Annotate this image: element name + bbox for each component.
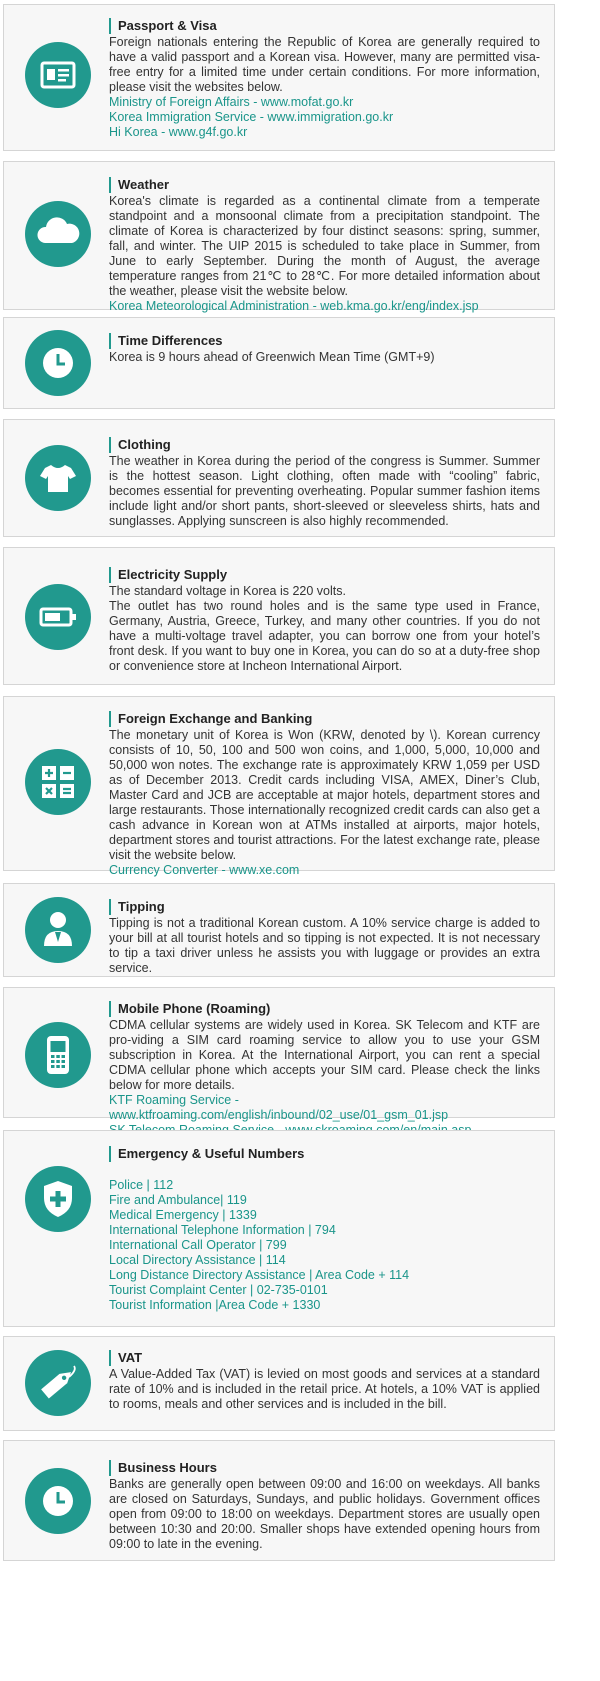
- section-title: Weather: [109, 177, 540, 193]
- section-passport-visa: [3, 4, 555, 151]
- tshirt-icon: [25, 445, 91, 511]
- section-text: Korea is 9 hours ahead of Greenwich Mean Time (GMT+9): [109, 350, 435, 364]
- passport-icon: [25, 42, 91, 108]
- phone-fire-ambulance[interactable]: Fire and Ambulance| 119: [109, 1193, 247, 1207]
- medical-cross-icon: [25, 1166, 91, 1232]
- section-electricity: [3, 547, 555, 685]
- section-text: Foreign nationals entering the Republic of Korea are generally required to have a valid passport and a Korean visa. However, many are permitted visa-free entry for a limited time under certain conditions. For more information, please visit the websites below.: [109, 35, 540, 94]
- waiter-icon: [25, 897, 91, 963]
- section-title: Mobile Phone (Roaming): [109, 1001, 540, 1017]
- phone-police[interactable]: Police | 112: [109, 1178, 174, 1192]
- clock-icon: [25, 330, 91, 396]
- section-title: Electricity Supply: [109, 567, 540, 583]
- section-mobile-phone: [3, 987, 555, 1122]
- section-title: Time Differences: [109, 333, 540, 349]
- section-title: Tipping: [109, 899, 540, 915]
- section-text: The monetary unit of Korea is Won (KRW, denoted by \). Korean currency consists of 10, 50, 100 and 500 won coins, and 1,000, 5,000, 10,000 and 50,000 won notes. The exchange rate is approximately KRW 1,059 per USD as of December 2013. Credit cards including VISA, AMEX, Diner’s Club, Master Card and JCB are acceptable at major hotels, department stores and large restaurants. Those internationally recognized credit cards can also get a cash advance in Korean won at ATMs installed at airports, major hotels, department stores and tourist attractions. For the latest exchange rate, please visit the website below.: [109, 728, 540, 862]
- section-title: VAT: [109, 1350, 540, 1366]
- link-xe[interactable]: Currency Converter - www.xe.com: [109, 863, 300, 877]
- phone-intl-telephone-info[interactable]: International Telephone Information | 794: [109, 1223, 336, 1237]
- cloud-icon: [25, 201, 91, 267]
- clock-icon: [25, 1468, 91, 1534]
- section-title: Foreign Exchange and Banking: [109, 711, 540, 727]
- phone-tourist-information[interactable]: Tourist Information |Area Code + 1330: [109, 1298, 321, 1312]
- calculator-icon: [25, 749, 91, 815]
- section-text: Tipping is not a traditional Korean custom. A 10% service charge is added to your bill at all tourist hotels and so tipping is not expected. It is not necessary to tip a taxi driver unless he assists you with luggage or provides an extra service.: [109, 916, 540, 975]
- section-text: A Value-Added Tax (VAT) is levied on most goods and services at a standard rate of 10% and is included in the retail price. At hotels, a 10% VAT is applied to rooms, meals and other services and is included in the bill.: [109, 1367, 540, 1411]
- phone-local-directory[interactable]: Local Directory Assistance | 114: [109, 1253, 286, 1267]
- section-foreign-exchange: [3, 696, 555, 877]
- section-tipping: [3, 883, 555, 977]
- link-kma[interactable]: Korea Meteorological Administration - web.kma.go.kr/eng/index.jsp: [109, 299, 479, 313]
- section-text: Korea's climate is regarded as a continental climate from a temperate standpoint and a monsoonal climate from a precipitation standpoint. The climate of Korea is characterized by four distinct seasons: spring, summer, fall, and winter. The UIP 2015 is scheduled to take place in Summer, from June to early September. During the month of August, the average temperature ranges from 21℃ to 28℃. For more detailed information about the weather, please visit the website below.: [109, 194, 540, 298]
- section-title: Business Hours: [109, 1460, 540, 1476]
- price-tag-icon: [25, 1350, 91, 1416]
- section-title: Clothing: [109, 437, 540, 453]
- section-text: CDMA cellular systems are widely used in Korea. SK Telecom and KTF are pro-viding a SIM card roaming service to allow you to use your GSM subscription in Korea. At the International Airport, you can rent a special CDMA cellular phone which accepts your SIM card. Please check the links below for more details.: [109, 1018, 540, 1092]
- phone-intl-call-operator[interactable]: International Call Operator | 799: [109, 1238, 287, 1252]
- section-text: The standard voltage in Korea is 220 volts.: [109, 584, 346, 598]
- phone-medical-emergency[interactable]: Medical Emergency | 1339: [109, 1208, 257, 1222]
- link-mofa[interactable]: Ministry of Foreign Affairs - www.mofat.go.kr: [109, 95, 354, 109]
- section-text: Banks are generally open between 09:00 and 16:00 on weekdays. All banks are closed on Saturdays, Sundays, and public holidays. Government offices open from 09:00 to 18:00 on weekdays. Department stores are usually open between 10:30 and 20:00. Smaller shops have extended opening hours from 09:00 to late in the evening.: [109, 1477, 540, 1551]
- link-immigration[interactable]: Korea Immigration Service - www.immigration.go.kr: [109, 110, 394, 124]
- link-hikorea[interactable]: Hi Korea - www.g4f.go.kr: [109, 125, 248, 139]
- section-text: The weather in Korea during the period of the congress is Summer. Summer is the hottest season. Light clothing, often made with “cooling” fabric, becomes essential for preventing overheating. Popular summer fashion items include light and/or short pants, short-sleeved or sleeveless shirts, hats and sunglasses. Applying sunscreen is also highly recommended.: [109, 454, 540, 528]
- section-emergency: [3, 1130, 555, 1327]
- section-text: The outlet has two round holes and is the same type used in France, Germany, Austria, Greece, Turkey, and many other countries. If you do not have a multi-voltage travel adapter, you can borrow one from your hotel’s front desk. If you want to buy one in Korea, you can do so at a duty-free shop or convenience store at Incheon International Airport.: [109, 599, 540, 673]
- link-ktf-roaming[interactable]: KTF Roaming Service - www.ktfroaming.com/english/inbound/02_use/01_gsm_01.jsp: [109, 1093, 449, 1122]
- battery-icon: [25, 584, 91, 650]
- phone-long-distance-directory[interactable]: Long Distance Directory Assistance | Area Code + 114: [109, 1268, 410, 1282]
- phone-tourist-complaint[interactable]: Tourist Complaint Center | 02-735-0101: [109, 1283, 328, 1297]
- section-title: Emergency & Useful Numbers: [109, 1146, 540, 1162]
- section-vat: [3, 1336, 555, 1431]
- section-title: Passport & Visa: [109, 18, 540, 34]
- mobile-phone-icon: [25, 1022, 91, 1088]
- section-clothing: [3, 419, 555, 537]
- section-business-hours: [3, 1440, 555, 1561]
- section-time-differences: [3, 317, 555, 409]
- section-weather: [3, 161, 555, 313]
